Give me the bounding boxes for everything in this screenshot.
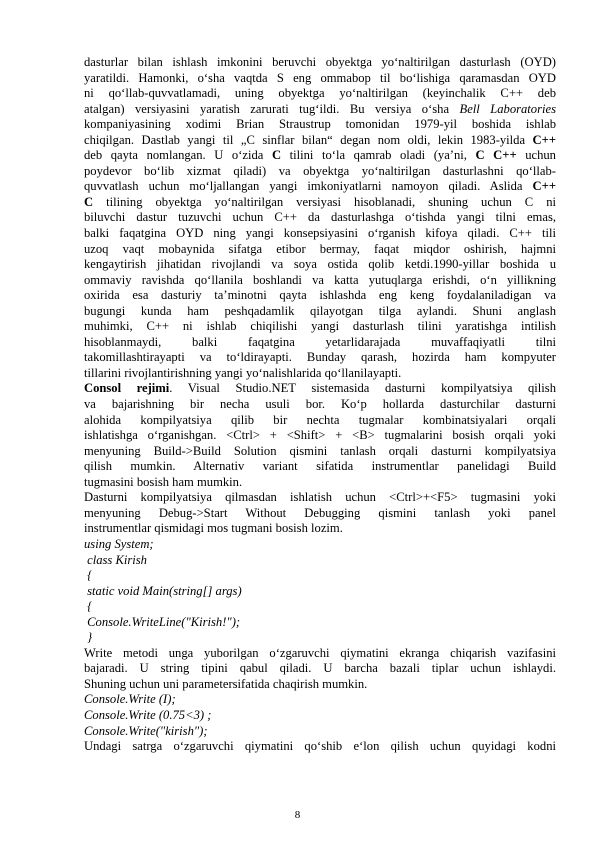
code-line: class Kirish — [84, 552, 147, 567]
code-line: using System; — [84, 536, 154, 551]
text-line: kompaniyasining xodimi Brian Straustrup tomonidan 1979-yil boshida ishlab — [84, 117, 556, 132]
code-line: } — [84, 630, 93, 645]
text-line: deb qayta nomlangan. U o‘zida C tilini to‘la qamrab oladi (ya’ni, C C++ uchun — [84, 148, 556, 163]
text-line: qilish mumkin. Alternativ variant sifatida instrumentlar panelidagi Build — [84, 459, 556, 474]
text-line: uzoq vaqt mobaynida sifatga etibor bermay, faqat miqdor oshirish, hajmni — [84, 241, 556, 256]
code-line: Console.Write (I); — [84, 692, 176, 707]
text-line: alohida kompilyatsiya qilib bir nechta tugmalar kombinatsiyalari orqali — [84, 412, 556, 427]
text-line: muhimki, C++ ni ishlab chiqilishi yangi dasturlash tilini yaratishga intilish — [84, 319, 556, 334]
code-line: Console.Write (0.75<3) ; — [84, 707, 212, 722]
text-line: yaratildi. Hamonki, o‘sha vaqtda S eng ommabop til bo‘lishiga qaramasdan OYD — [84, 70, 556, 85]
code-line: static void Main(string[] args) — [84, 583, 242, 598]
text-line: Undagi satrga o‘zgaruvchi qiymatini qo‘shib e‘lon qilish uchun quyidagi kodni — [84, 739, 556, 754]
text-line: takomillashtirayapti va to‘ldirayapti. Bunday qarash, hozirda ham kompyuter — [84, 350, 556, 365]
paragraph-string-concat — [84, 739, 556, 755]
paragraph-console-mode — [84, 381, 556, 490]
paragraph-run-without-compile — [84, 490, 556, 537]
text-line: va bajarishning bir necha usuli bor. Ko‘p hollarda dasturchilar dasturni — [84, 397, 556, 412]
text-line: Consol rejimi. Visual Studio.NET sistemasida dasturni kompilyatsiya qilish — [84, 381, 556, 396]
text-line: ommaviy ravishda qo‘llanila boshlandi va katta yutuqlarga erishdi, o‘n yillikning — [84, 272, 556, 287]
text-line: chiqilgan. Dastlab yangi til „C sinflar bilan“ degan nom oldi, lekin 1983-yilda C++ — [84, 132, 556, 147]
text-line: bajaradi. U string tipini qabul qiladi. U barcha bazali tiplar uchun ishlaydi. — [84, 661, 556, 676]
text-line: tugmasini bosish ham mumkin. — [84, 474, 243, 489]
text-line: hisoblanmaydi, balki faqatgina yetarlidarajada muvaffaqiyatli tilni — [84, 334, 556, 349]
text-line: Write metodi unga yuborilgan o‘zgaruvchi qiymatini ekranga chiqarish vazifasini — [84, 645, 556, 660]
code-line: Console.Write("kirish"); — [84, 723, 208, 738]
text-line: ishlatishga o‘rganishgan. <Ctrl> + <Shift> + <B> tugmalarini bosish orqali yoki — [84, 428, 556, 443]
text-line: bugungi kunda ham peshqadamlik qilayotgan tilga aylandi. Shuni anglash — [84, 303, 556, 318]
text-line: menyuning Build->Build Solution qismini tanlash orqali dasturni kompilyatsiya — [84, 443, 556, 458]
code-line: Console.WriteLine("Kirish!"); — [84, 614, 241, 629]
code-block-write — [84, 692, 556, 739]
text-line: balki faqatgina OYD ning yangi konsepsiyasini o‘rganish kifoya qiladi. C++ tili — [84, 226, 556, 241]
text-line: instrumentlar qismidagi mos tugmani bosish lozim. — [84, 521, 343, 536]
text-line: ni qo‘llab-quvvatlamadi, uning obyektga yo‘naltirilgan (keyinchalik C++ deb — [84, 86, 556, 101]
text-line: kengaytirish jihatidan rivojlandi va soya ostida qolib ketdi.1990-yillar boshida u — [84, 257, 556, 272]
code-block-hello — [84, 537, 556, 646]
text-line: tillarini rivojlantirishning yangi yo‘nalishlarida qo‘llanilayapti. — [84, 365, 402, 380]
text-line: Shuning uchun uni parametersifatida chaqirish mumkin. — [84, 676, 368, 691]
paragraph-write-method — [84, 646, 556, 693]
page-number: 8 — [294, 809, 301, 821]
text-line: quvvatlash uchun mo‘ljallangan yangi imkoniyatlarni namoyon qiladi. Aslida C++ — [84, 179, 556, 194]
code-line: { — [84, 599, 93, 614]
text-line: dasturlar bilan ishlash imkonini beruvchi obyektga yo‘naltirilgan dasturlash (OYD) — [84, 55, 556, 69]
text-line: C tilining obyektga yo‘naltirilgan versiyasi hisoblanadi, shuning uchun C ni — [84, 194, 556, 209]
text-line: menyuning Debug->Start Without Debugging qismini tanlash yoki panel — [84, 505, 556, 520]
text-line: atalgan) versiyasini yaratish zarurati tug‘ildi. Bu versiya o‘sha Bell Laboratories — [84, 101, 556, 116]
paragraph-oyd-history — [84, 55, 556, 381]
text-line: biluvchi dastur tuzuvchi uchun C++ da dasturlashga o‘tishda yangi tilni emas, — [84, 210, 556, 225]
text-line: oxirida esa dasturiy ta’minotni qayta ishlashda eng keng foydalaniladigan va — [84, 288, 556, 303]
text-line: Dasturni kompilyatsiya qilmasdan ishlatish uchun <Ctrl>+<F5> tugmasini yoki — [84, 490, 556, 505]
code-line: { — [84, 568, 93, 583]
text-line: poydevor bo‘lib xizmat qiladi) va obyektga yo‘naltirilgan dasturlashni qo‘llab- — [84, 163, 556, 178]
document-page — [84, 55, 556, 755]
